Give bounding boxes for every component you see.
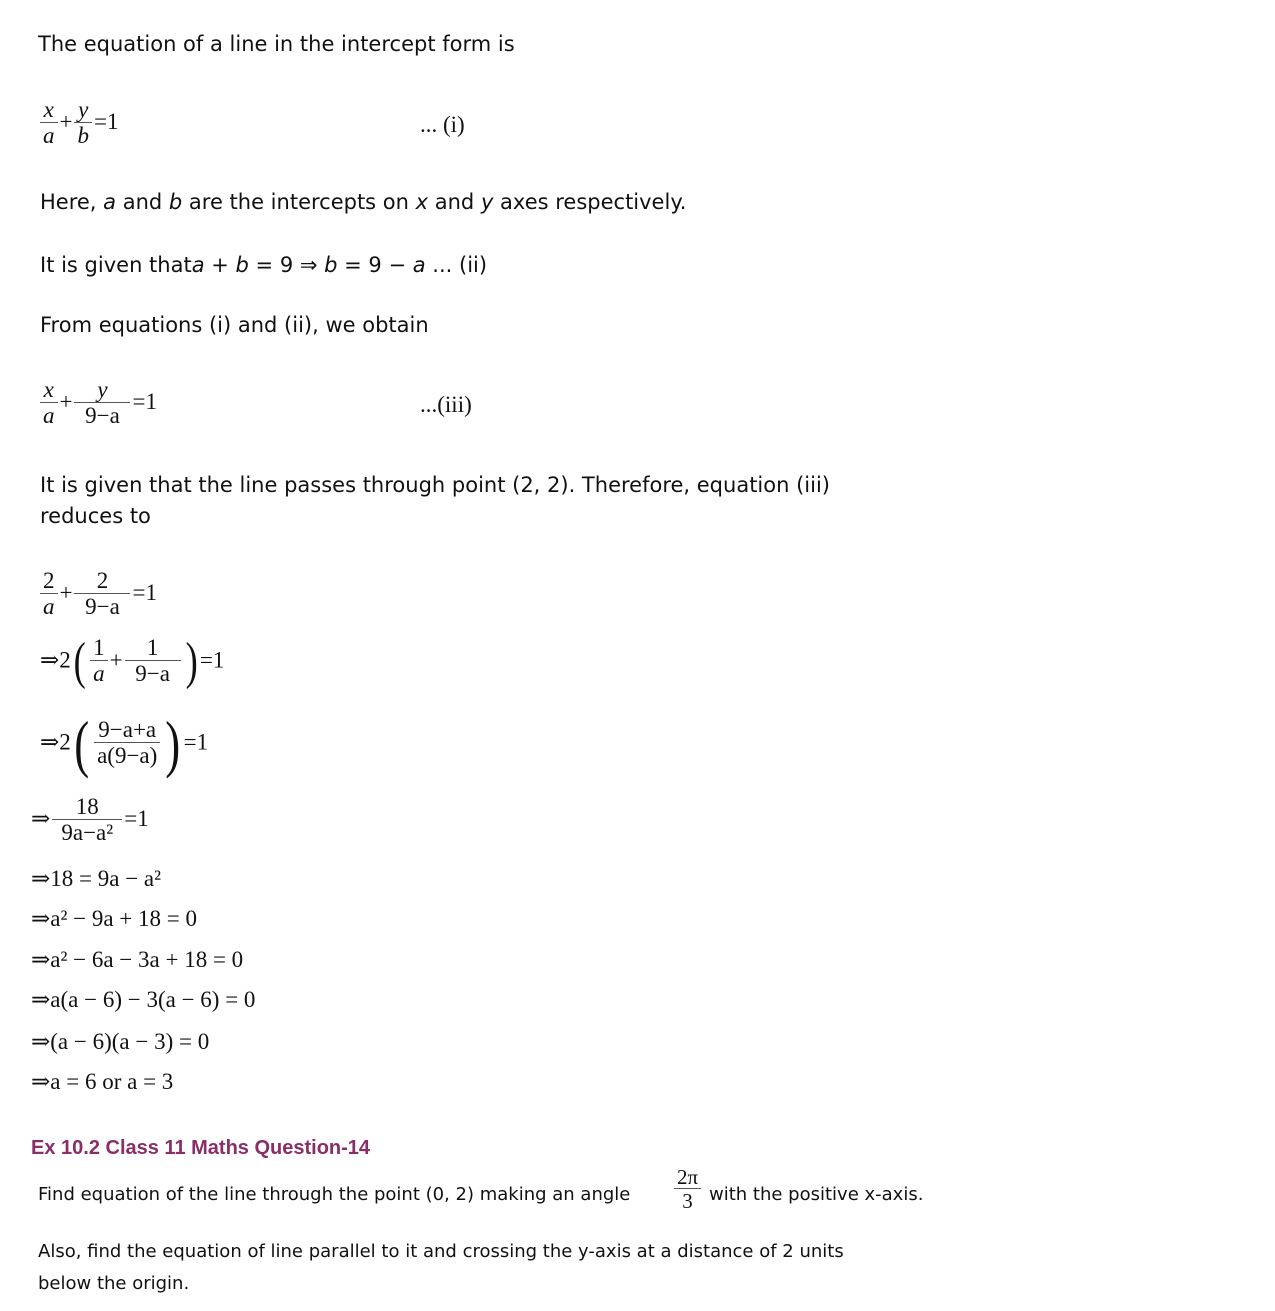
angle-denominator: 3 xyxy=(682,1189,693,1214)
question-line-3: below the origin. xyxy=(38,1273,190,1294)
step-4: ⇒ $\frac{18}{\text{9a−a²}}$ =1 xyxy=(31,794,149,846)
intro-text: The equation of a line in the intercept form is xyxy=(38,32,515,56)
step-7: ⇒a² − 6a − 3a + 18 = 0 xyxy=(31,947,244,972)
eq1-rhs: =1 xyxy=(93,109,119,135)
question-line-1b: with the positive x-axis. xyxy=(709,1184,924,1205)
eq1-x: x xyxy=(43,97,54,122)
from-equations-text: From equations (i) and (ii), we obtain xyxy=(40,313,429,337)
question-line-2: Also, find the equation of line parallel to it and crossing the y-axis at a distance of 2 units xyxy=(38,1241,844,1262)
step-1: $\frac{2}{a}$ + $\frac{2}{9-a}$ =1 xyxy=(38,569,157,621)
step-3: ⇒2( $\frac{9-a+a}{a(9-a)}$ ) =1 xyxy=(40,708,209,779)
angle-fraction xyxy=(672,1166,703,1213)
intercepts-text: Here, a and b are the intercepts on x and y axes respectively. xyxy=(40,190,687,214)
equation-i-tag: ... (i) xyxy=(420,112,465,137)
equation-iii: $\frac{x}{a}$ + $\frac{y}{9-a}$ =1 xyxy=(38,378,157,430)
step-6: ⇒a² − 9a + 18 = 0 xyxy=(31,906,197,931)
step-10: ⇒a = 6 or a = 3 xyxy=(31,1069,174,1094)
equation-i xyxy=(38,98,118,150)
reduces-text: reduces to xyxy=(40,504,151,528)
step-2: ⇒2( $\frac{1}{a}$ + $\frac{1}{9-a}$ ) =1 xyxy=(40,633,225,690)
passes-text: It is given that the line passes through point (2, 2). Therefore, equation (iii) xyxy=(40,473,830,497)
step-9: ⇒(a − 6)(a − 3) = 0 xyxy=(31,1029,210,1054)
question-heading: Ex 10.2 Class 11 Maths Question-14 xyxy=(31,1137,371,1159)
angle-numerator: 2π xyxy=(677,1165,699,1189)
step-5: ⇒18 = 9a − a² xyxy=(31,866,162,891)
question-line-1a: Find equation of the line through the point (0, 2) making an angle xyxy=(38,1184,631,1205)
equation-iii-tag: ...(iii) xyxy=(420,392,472,417)
eq1-b: b xyxy=(77,123,89,149)
given-sum-text: It is given thata + b = 9 ⇒ b = 9 − a ... (ii) xyxy=(40,253,488,277)
eq1-plus: + xyxy=(59,109,73,135)
eq1-y: y xyxy=(78,97,89,122)
eq1-a: a xyxy=(43,123,55,149)
step-8: ⇒a(a − 6) − 3(a − 6) = 0 xyxy=(31,987,256,1012)
